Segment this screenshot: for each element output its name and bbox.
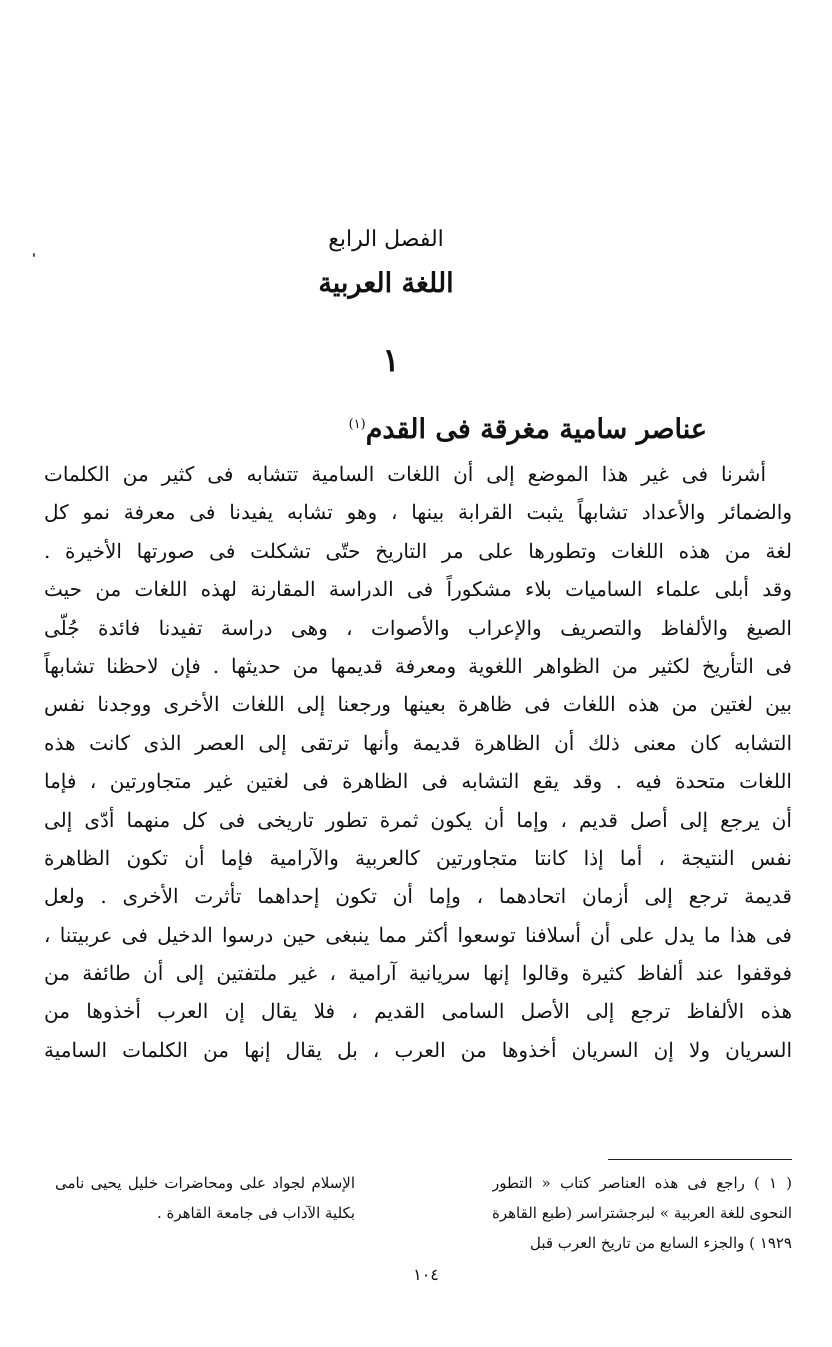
chapter-title: اللغة العربية bbox=[318, 268, 454, 299]
page-number: ١٠٤ bbox=[413, 1265, 439, 1284]
body-line: فى هذا ما يدل على أن أسلافنا توسعوا أكثر مما ينبغى حين درسوا الدخيل فى عربيتنا ، bbox=[44, 922, 792, 947]
body-line: فى التأريخ لكثير من الظواهر اللغوية ومعرفة قديمها من حديثها . فإن لاحظنا تشابهاً bbox=[44, 653, 792, 678]
footnote-line: الإسلام لجواد على ومحاضرات خليل يحيى نامى bbox=[55, 1174, 355, 1192]
body-line: قديمة ترجع إلى أزمان اتحادهما ، وإما أن تكون إحداهما تأثرت الأخرى . ولعل bbox=[44, 884, 792, 909]
body-line: هذه الألفاظ ترجع إلى الأصل السامى القديم ، فلا يقال إن العرب أخذوها من bbox=[44, 999, 792, 1024]
body-line: بين لغتين من هذه اللغات فى ظاهرة بعينها ورجعنا إلى اللغات الأخرى ووجدنا نفس bbox=[44, 692, 792, 717]
body-line: فوقفوا عند ألفاظ كثيرة وقالوا إنها سريانية آرامية ، غير ملتفتين إلى أن طائفة من bbox=[44, 961, 792, 986]
body-line: لغة من هذه اللغات وتطورها على مر التاريخ حتّى تشكلت فى صورتها الأخيرة . bbox=[44, 538, 792, 563]
chapter-label: الفصل الرابع bbox=[328, 227, 444, 252]
body-line: والضمائر والأعداد تشابهاً يثبت القرابة بينها ، وهو تشابه يفيدنا فى معرفة نمو كل bbox=[44, 500, 792, 525]
footnote-column-left bbox=[55, 1168, 355, 1228]
body-line: الصيغ والألفاظ والتصريف والإعراب والأصوات ، وهى دراسة تفيدنا فائدة جُلّى bbox=[44, 615, 792, 640]
section-number: ١ bbox=[382, 341, 400, 379]
footnote-column-right bbox=[492, 1168, 792, 1258]
footnote-line: بكلية الآداب فى جامعة القاهرة . bbox=[156, 1204, 355, 1222]
footnote-line: النحوى للغة العربية » لبرجشتراسر (طبع القاهرة bbox=[492, 1204, 792, 1222]
body-line: أن يرجع إلى أصل قديم ، وإما أن يكون ثمرة تطور تاريخى فى كل منهما أدّى إلى bbox=[44, 807, 792, 832]
body-line: وقد أبلى علماء الساميات بلاء مشكوراً فى الدراسة المقارنة لهذه اللغات من حيث bbox=[44, 577, 792, 602]
body-line: السريان ولا إن السريان أخذوها من العرب ، بل يقال إنها من الكلمات السامية bbox=[44, 1037, 792, 1062]
footnote-divider bbox=[608, 1159, 792, 1160]
body-line: التشابه كان معنى ذلك أن الظاهرة قديمة وأنها ترتقى إلى العصر الذى كانت هذه bbox=[44, 730, 792, 755]
body-line: نفس النتيجة ، أما إذا كانتا متجاورتين كالعربية والآرامية فإما أن تكون الظاهرة bbox=[44, 845, 792, 870]
body-line: أشرنا فى غير هذا الموضع إلى أن اللغات السامية تتشابه فى كثير من الكلمات bbox=[44, 462, 766, 486]
body-paragraph bbox=[44, 455, 792, 1069]
footnote-reference: (١) bbox=[348, 417, 366, 432]
section-heading bbox=[349, 405, 707, 450]
body-line: اللغات متحدة فيه . وقد يقع التشابه فى الظاهرة فى لغتين غير متجاورتين ، فإما bbox=[44, 769, 792, 794]
footnote-line: ١٩٢٩ ) والجزء السابع من تاريخ العرب قبل bbox=[529, 1234, 792, 1252]
section-heading-text: عناصر سامية مغرقة فى القدم bbox=[365, 414, 707, 445]
footnote-line: ( ١ ) راجع فى هذه العناصر كتاب « التطور bbox=[492, 1174, 792, 1192]
